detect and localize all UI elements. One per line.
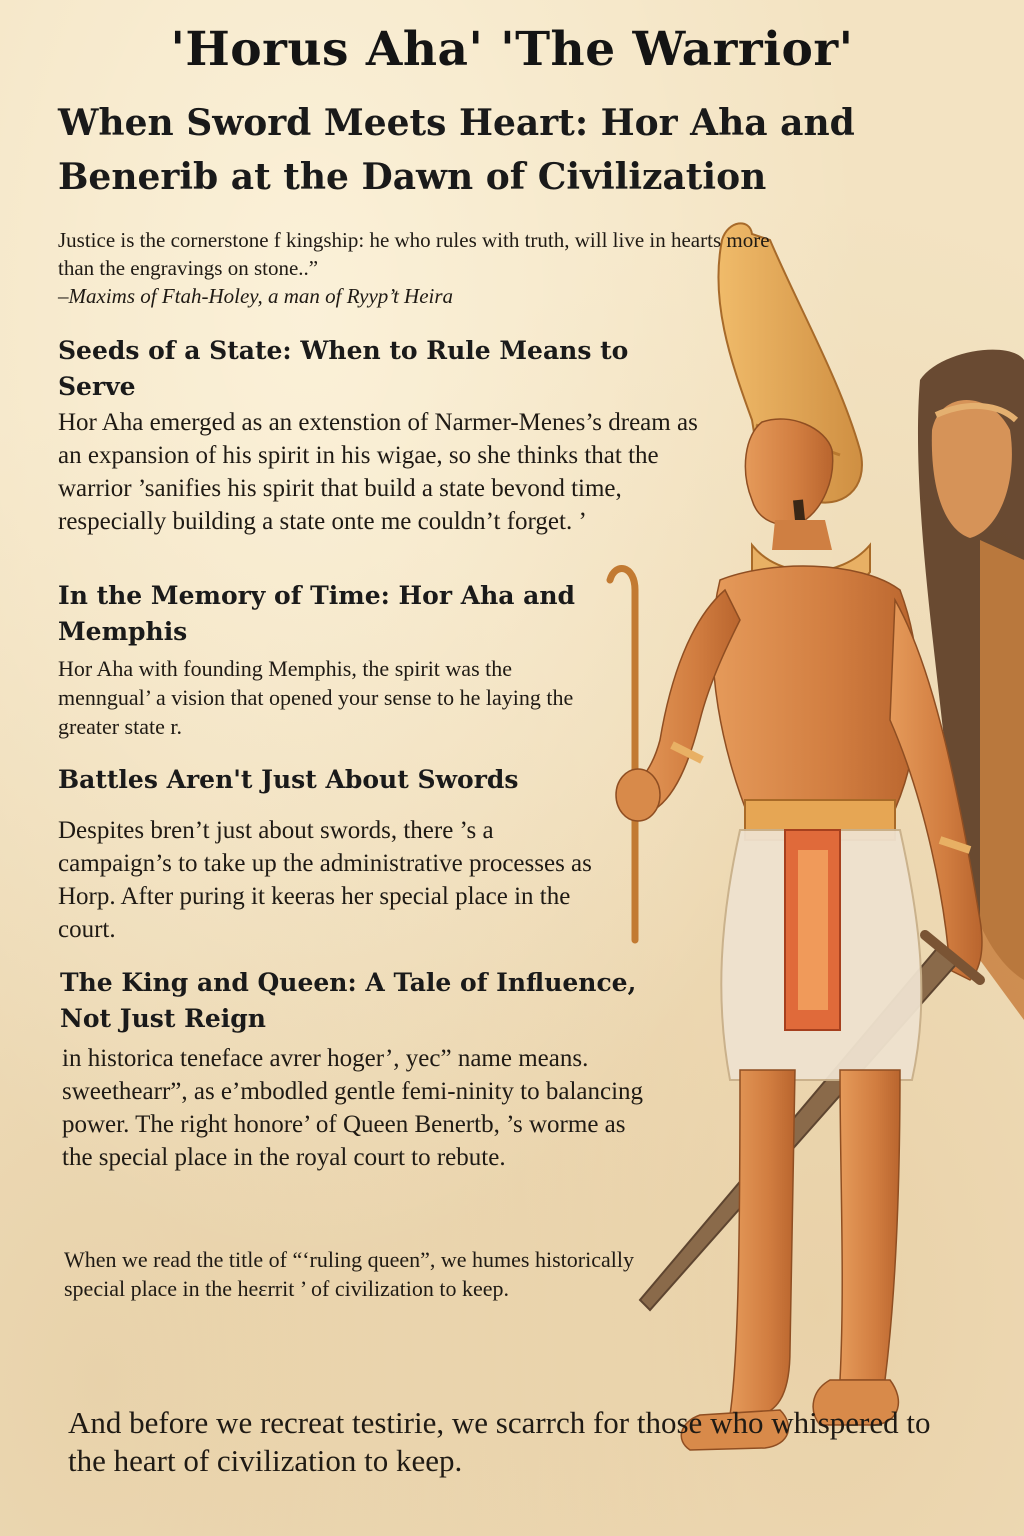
section-heading: Seeds of a State: When to Rule Means to Serve <box>58 336 629 401</box>
closing-statement: And before we recreat testirie, we scarrch for those who whispered to the heart of civilization to keep. <box>68 1405 931 1478</box>
section-body: Hor Aha emerged as an extenstion of Narmer-Menes’s dream as an expansion of his spirit in his wigae, so she thinks that the warrior ’sanifies his spirit that build a state bevond time, respecially building a state onte me couldn’t forget. ’ <box>58 409 698 535</box>
page-title: 'Horus Aha' 'The Warrior' <box>170 22 854 77</box>
section-body: in historica teneface avrer hoger’, yec” name means. sweethearr”, as e’mbodled gentle femi-ninity to balancing power. The right honore’ of Queen Benertb, ’s worme as the special place in the royal court to rebute. <box>62 1045 644 1171</box>
section-body: Hor Aha with founding Memphis, the spirit was the menngual’ a vision that opened your sense to he laying the greater state r. <box>58 656 574 739</box>
epigraph-quote: Justice is the cornerstone f kingship: he who rules with truth, will live in hearts more than the engravings on stone..” <box>58 228 770 280</box>
epigraph-attribution: –Maxims of Ftah-Holey, a man of Ryyp’t Heira <box>58 284 454 308</box>
extra-paragraph: When we read the title of “‘ruling queen”, we humes historically special place in the heεrrit ’ of civilization to keep. <box>64 1247 634 1301</box>
section-heading: Battles Aren't Just About Swords <box>58 765 519 794</box>
section-heading: The King and Queen: A Tale of Influence, Not Just Reign <box>60 968 637 1033</box>
section-body: Despites bren’t just about swords, there ’s a campaign’s to take up the administrative processes as Horp. After puring it keeras her special place in the court. <box>58 817 592 943</box>
page-subtitle: When Sword Meets Heart: Hor Aha and Benerib at the Dawn of Civilization <box>58 102 855 198</box>
epigraph <box>58 226 798 310</box>
section-heading: In the Memory of Time: Hor Aha and Memphis <box>58 581 576 646</box>
